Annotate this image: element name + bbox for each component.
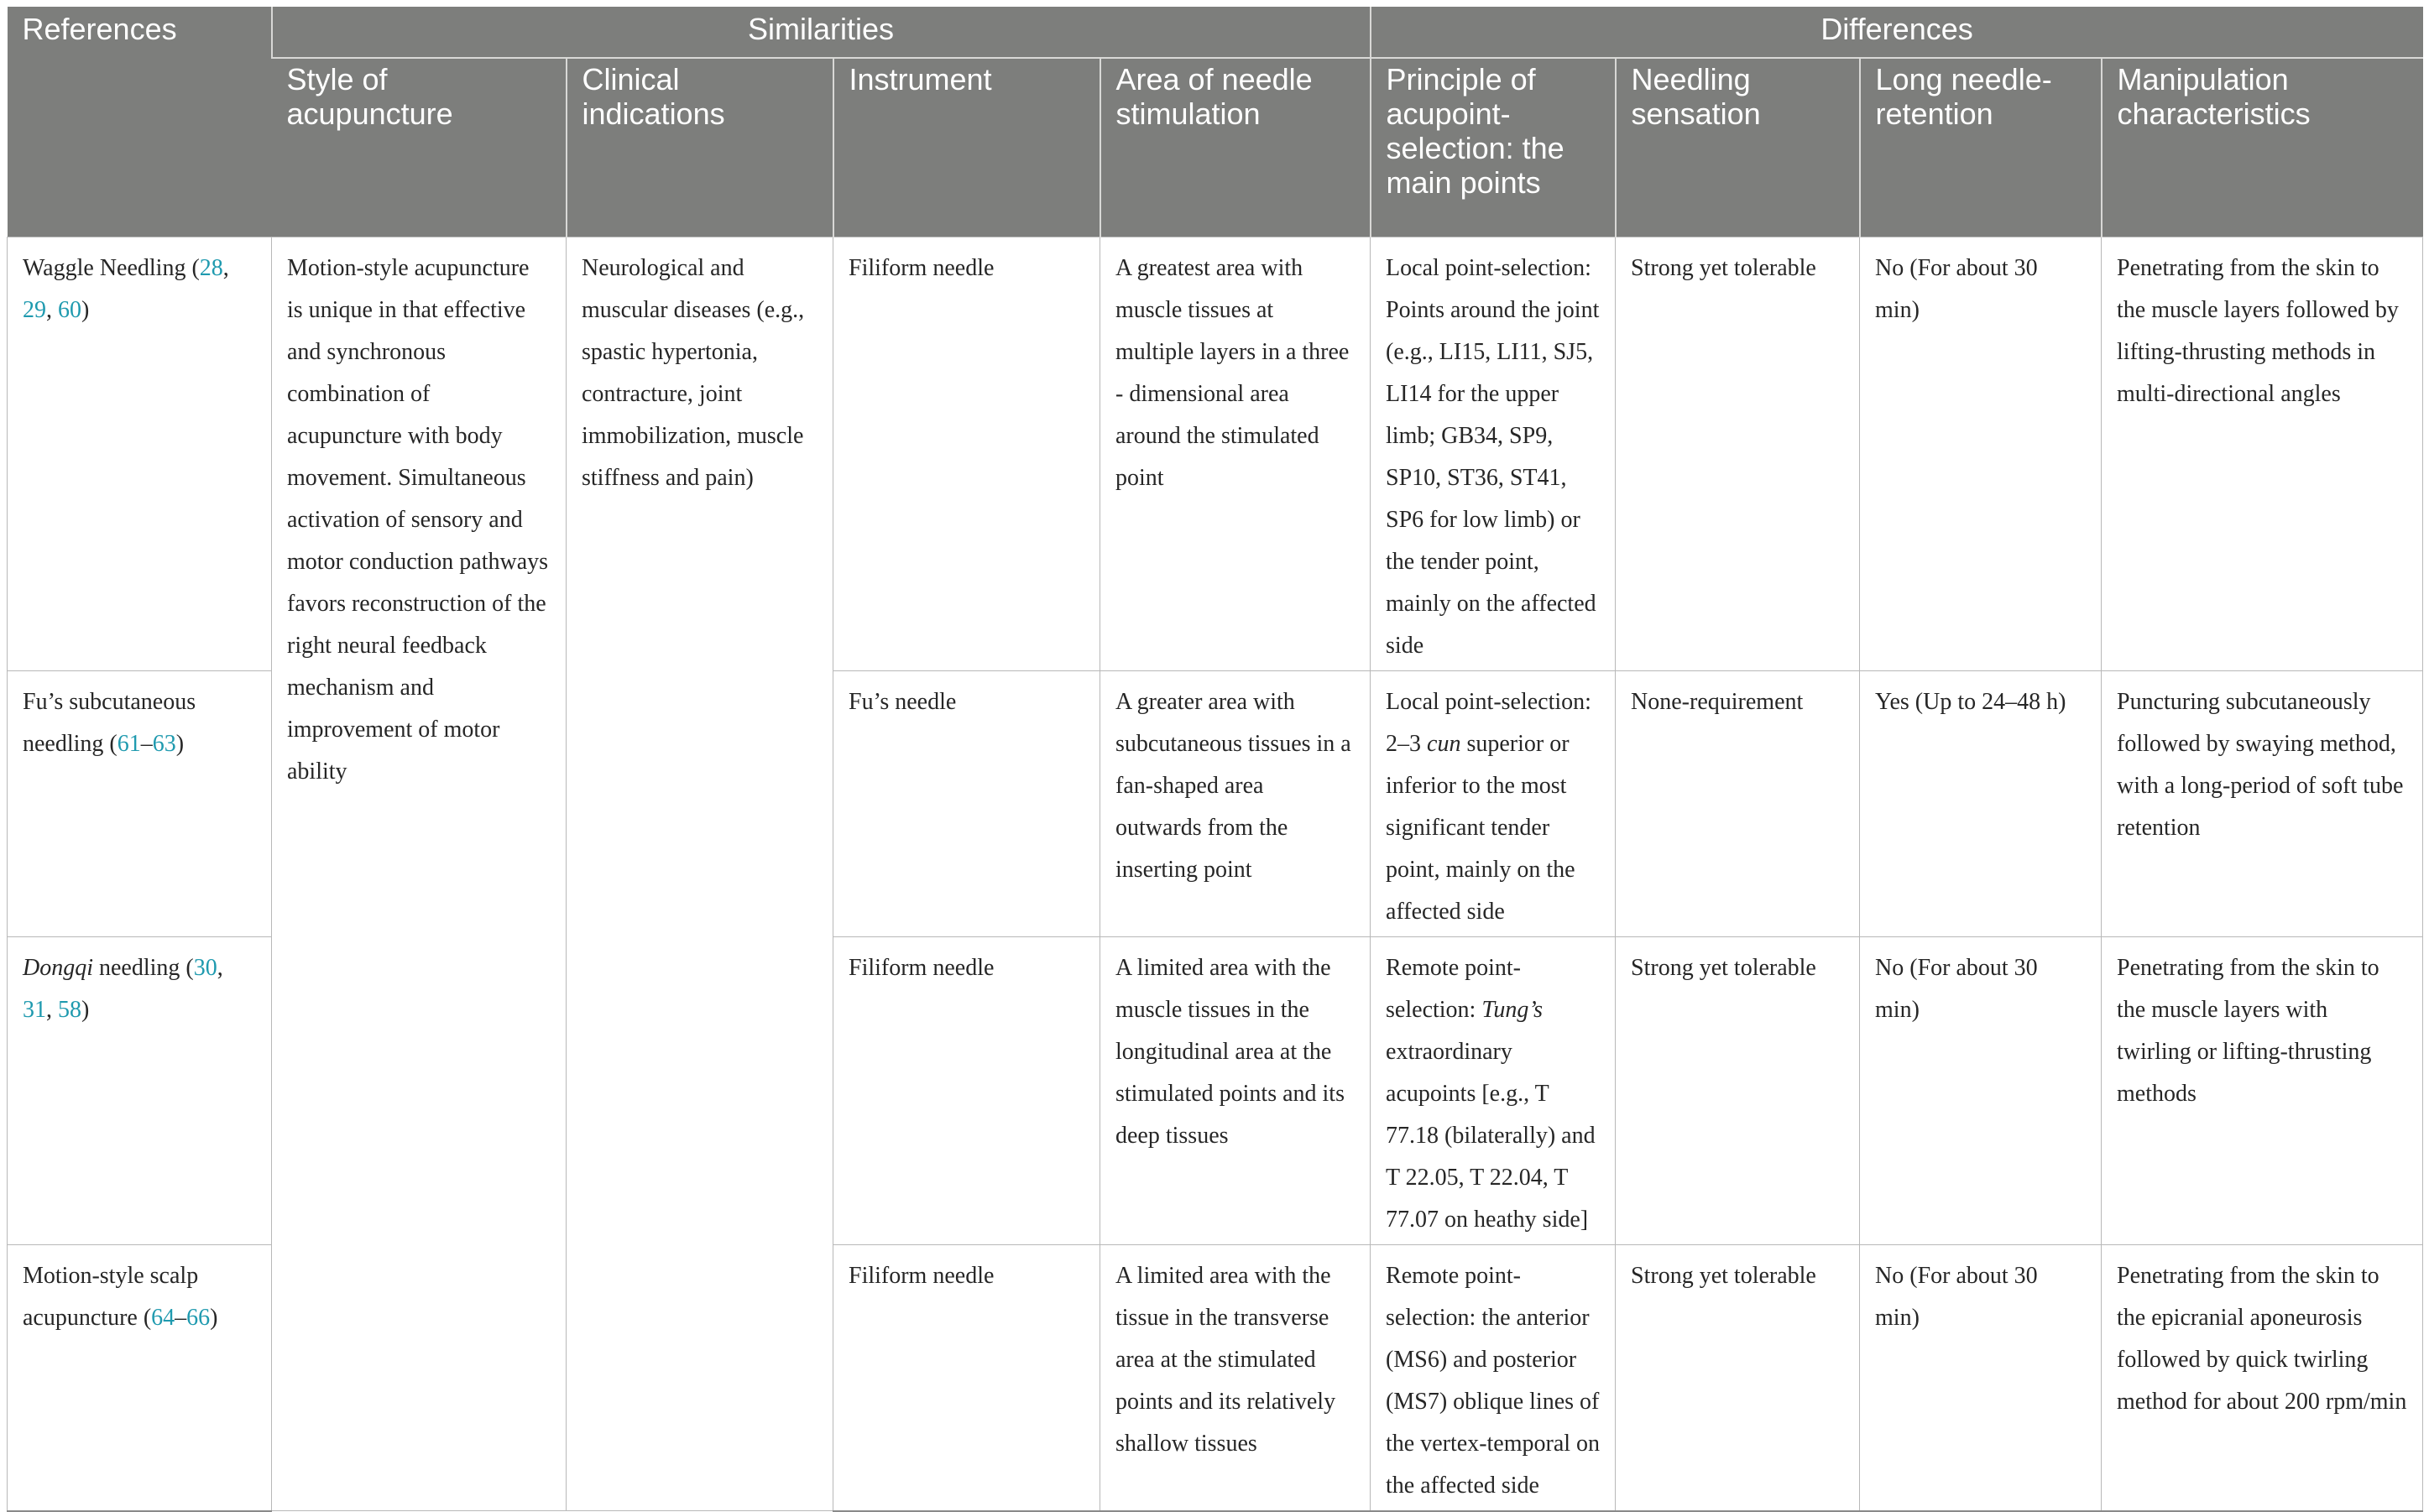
header-long-needle-retention: Long needle-retention [1860,58,2102,237]
area-cell: A greater area with subcutaneous tissues in a fan-shaped area outwards from the inserting point [1100,670,1371,936]
instrument-cell: Fu’s needle [833,670,1100,936]
citation-link[interactable]: 60 [58,296,81,323]
principle-cell: Local point-selection: 2–3 cun superior or inferior to the most significant tender point, mainly on the affected side [1371,670,1616,936]
instrument-cell: Filiform needle [833,1244,1100,1511]
header-needling-sensation: Needling sensation [1616,58,1860,237]
header-area-of-needle-stimulation: Area of needle stimulation [1100,58,1371,237]
table-row [8,237,2423,670]
header-manipulation-characteristics: Manipulation characteristics [2102,58,2423,237]
sensation-cell: None-requirement [1616,670,1860,936]
citation-link[interactable]: 30 [193,954,217,981]
area-cell: A limited area with the muscle tissues in the longitudinal area at the stimulated points and its deep tissues [1100,936,1371,1244]
instrument-cell: Filiform needle [833,936,1100,1244]
header-clinical-indications: Clinical indications [567,58,833,237]
manipulation-cell: Penetrating from the skin to the muscle layers followed by lifting-thrusting methods in multi-directional angles [2102,237,2423,670]
header-principle-of-acupoint-selection: Principle of acupoint-selection: the main points [1371,58,1616,237]
sensation-cell: Strong yet tolerable [1616,237,1860,670]
area-cell: A limited area with the tissue in the transverse area at the stimulated points and its relatively shallow tissues [1100,1244,1371,1511]
sensation-cell: Strong yet tolerable [1616,936,1860,1244]
citation-link[interactable]: 28 [199,254,223,281]
clinical-indications-cell: Neurological and muscular diseases (e.g., spastic hypertonia, contracture, joint immobilization, muscle stiffness and pain) [567,237,833,1511]
citation-link[interactable]: 63 [152,730,176,757]
citation-link[interactable]: 61 [117,730,141,757]
style-of-acupuncture-cell: Motion-style acupuncture is unique in that effective and synchronous combination of acupuncture with body movement. Simultaneous activation of sensory and motor conduction pathways favors reconstruction of the right neural feedback mechanism and improvement of motor ability [272,237,567,1511]
manipulation-cell: Penetrating from the skin to the muscle layers with twirling or lifting-thrusting methods [2102,936,2423,1244]
reference-cell: Dongqi needling (30, 31, 58) [8,936,272,1244]
header-instrument: Instrument [833,58,1100,237]
principle-cell: Remote point-selection: Tung’s extraordinary acupoints [e.g., T 77.18 (bilaterally) and T 22.05, T 22.04, T 77.07 on heathy side] [1371,936,1616,1244]
retention-cell: No (For about 30 min) [1860,936,2102,1244]
manipulation-cell: Puncturing subcutaneously followed by swaying method, with a long-period of soft tube retention [2102,670,2423,936]
citation-link[interactable]: 66 [186,1304,211,1331]
header-references: References [8,7,272,237]
retention-cell: No (For about 30 min) [1860,237,2102,670]
principle-cell: Local point-selection: Points around the joint (e.g., LI15, LI11, SJ5, LI14 for the upper limb; GB34, SP9, SP10, ST36, ST41, SP6 for low limb) or the tender point, mainly on the affected side [1371,237,1616,670]
header-similarities: Similarities [272,7,1371,58]
manipulation-cell: Penetrating from the skin to the epicranial aponeurosis followed by quick twirling method for about 200 rpm/min [2102,1244,2423,1511]
reference-cell: Fu’s subcutaneous needling (61–63) [8,670,272,936]
header-style-of-acupuncture: Style of acupuncture [272,58,567,237]
comparison-table [7,7,2423,1512]
instrument-cell: Filiform needle [833,237,1100,670]
header-differences: Differences [1371,7,2423,58]
reference-cell: Motion-style scalp acupuncture (64–66) [8,1244,272,1511]
citation-link[interactable]: 64 [151,1304,175,1331]
area-cell: A greatest area with muscle tissues at multiple layers in a three - dimensional area around the stimulated point [1100,237,1371,670]
retention-cell: Yes (Up to 24–48 h) [1860,670,2102,936]
sensation-cell: Strong yet tolerable [1616,1244,1860,1511]
retention-cell: No (For about 30 min) [1860,1244,2102,1511]
citation-link[interactable]: 31 [23,996,46,1023]
principle-cell: Remote point-selection: the anterior (MS6) and posterior (MS7) oblique lines of the vertex-temporal on the affected side [1371,1244,1616,1511]
reference-cell: Waggle Needling (28, 29, 60) [8,237,272,670]
citation-link[interactable]: 29 [23,296,46,323]
citation-link[interactable]: 58 [58,996,81,1023]
